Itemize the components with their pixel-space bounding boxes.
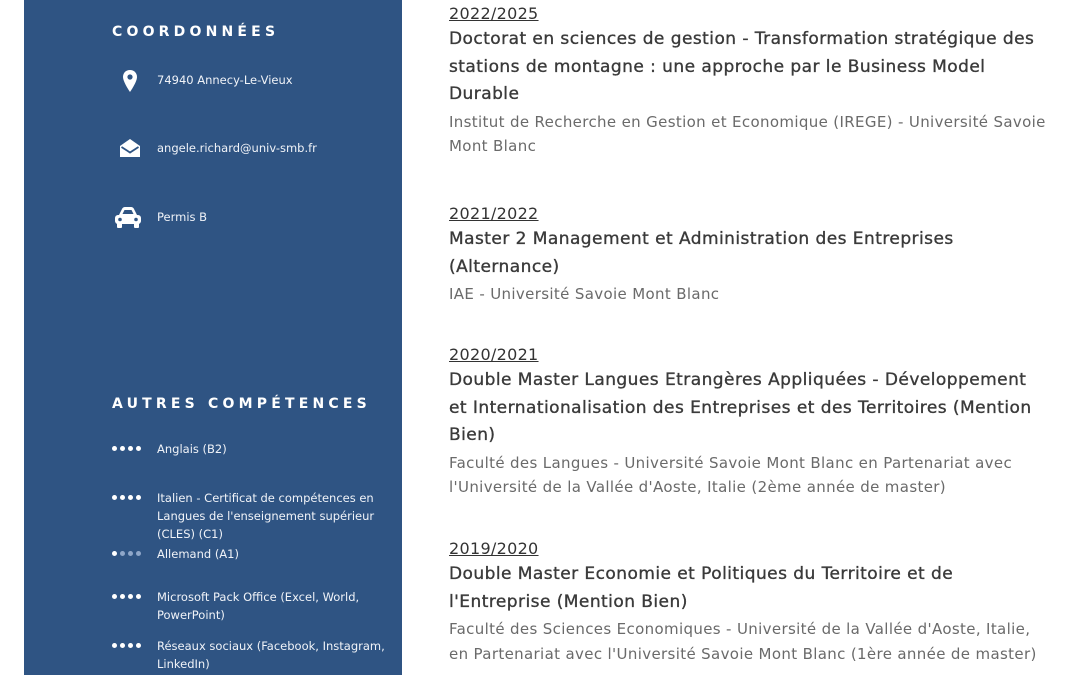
education-year: 2022/2025 xyxy=(449,4,539,23)
education-entry xyxy=(449,202,1049,307)
skill-level-dots xyxy=(112,551,152,559)
skill-dot xyxy=(136,551,141,556)
skill-dot xyxy=(136,446,141,451)
email-text[interactable]: angele.richard@univ-smb.fr xyxy=(157,141,317,155)
skill-dot xyxy=(136,643,141,648)
education-entry xyxy=(449,343,1049,500)
skill-dot xyxy=(112,551,117,556)
skill-label: Réseaux sociaux (Facebook, Instagram, LinkedIn) xyxy=(157,639,385,671)
map-pin-icon xyxy=(123,70,137,96)
skill-dot xyxy=(120,643,125,648)
education-entry xyxy=(449,2,1049,159)
car-icon xyxy=(114,207,142,233)
skill-level-dots xyxy=(112,643,152,651)
skill-dot xyxy=(136,495,141,500)
skill-level-dots xyxy=(112,495,152,503)
skill-label: Italien - Certificat de compétences en Langues de l'enseignement supérieur (CLES) (C1) xyxy=(157,491,375,541)
skill-dot xyxy=(112,643,117,648)
skill-level-dots xyxy=(112,594,152,602)
skill-dot xyxy=(128,643,133,648)
location-text: 74940 Annecy-Le-Vieux xyxy=(157,73,293,87)
skill-level-dots xyxy=(112,446,152,454)
skill-dot xyxy=(128,495,133,500)
skill-dot xyxy=(120,594,125,599)
education-degree: Double Master Langues Etrangères Appliquées - Développement et Internationalisation des Entreprises et des Territoires (Mention Bien) xyxy=(449,370,1032,445)
education-year: 2021/2022 xyxy=(449,204,539,223)
education-degree: Doctorat en sciences de gestion - Transformation stratégique des stations de montagne : une approche par le Business Model Durable xyxy=(449,29,1035,104)
skill-label: Microsoft Pack Office (Excel, World, PowerPoint) xyxy=(157,590,360,622)
contact-section-title: COORDONNÉES xyxy=(112,24,280,40)
license-text: Permis B xyxy=(157,210,208,224)
education-school: Faculté des Langues - Université Savoie Mont Blanc en Partenariat avec l'Université de la Vallée d'Aoste, Italie (2ème année de master) xyxy=(449,453,1013,496)
skill-dot xyxy=(128,551,133,556)
skill-dot xyxy=(120,551,125,556)
education-school: Faculté des Sciences Economiques - Université de la Vallée d'Aoste, Italie, en Partenariat avec l'Université Savoie Mont Blanc (1ère année de master) xyxy=(449,620,1037,663)
sidebar xyxy=(24,0,402,675)
skill-dot xyxy=(120,495,125,500)
education-degree: Master 2 Management et Administration des Entreprises (Alternance) xyxy=(449,229,954,277)
skill-label: Anglais (B2) xyxy=(157,442,227,456)
skills-section-title: AUTRES COMPÉTENCES xyxy=(112,396,371,412)
skill-dot xyxy=(112,594,117,599)
skill-dot xyxy=(136,594,141,599)
skill-dot xyxy=(120,446,125,451)
education-school: IAE - Université Savoie Mont Blanc xyxy=(449,285,720,303)
skill-dot xyxy=(128,594,133,599)
envelope-icon xyxy=(120,139,140,161)
education-year: 2020/2021 xyxy=(449,345,539,364)
skill-dot xyxy=(112,446,117,451)
skill-dot xyxy=(128,446,133,451)
education-degree: Double Master Economie et Politiques du Territoire et de l'Entreprise (Mention Bien) xyxy=(449,564,954,612)
skill-dot xyxy=(112,495,117,500)
education-entry xyxy=(449,537,1049,666)
skill-label: Allemand (A1) xyxy=(157,547,239,561)
education-year: 2019/2020 xyxy=(449,539,539,558)
education-school: Institut de Recherche en Gestion et Economique (IREGE) - Université Savoie Mont Blanc xyxy=(449,112,1046,155)
